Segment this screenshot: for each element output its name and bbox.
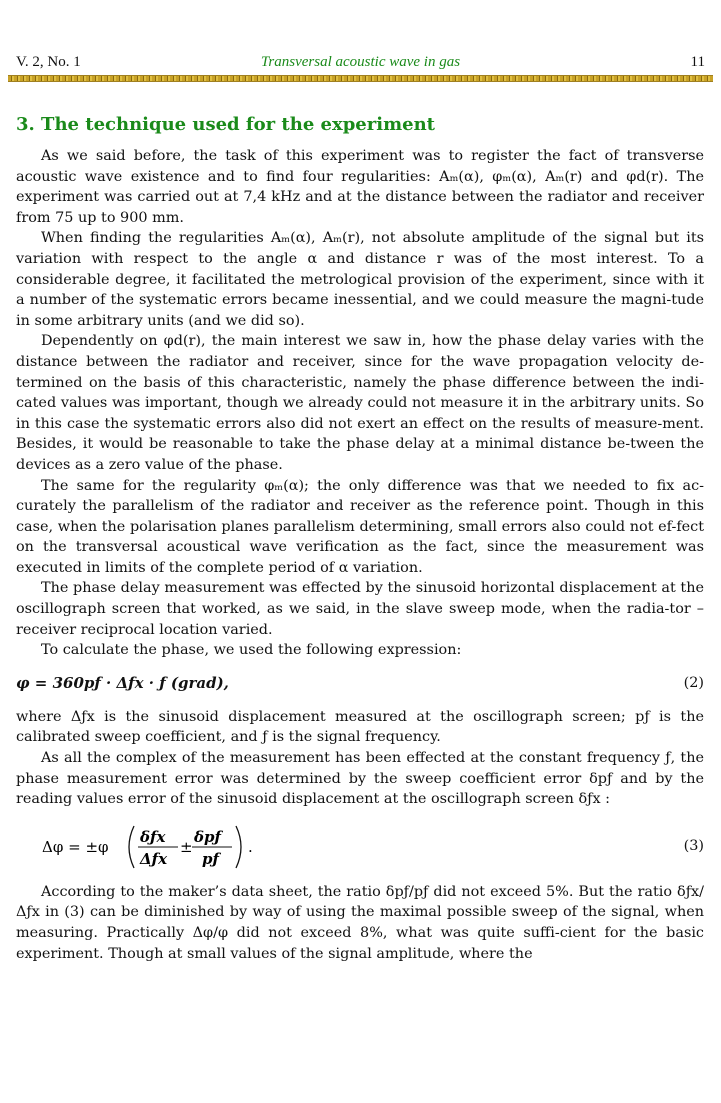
equation-3-plus-minus: ± (180, 837, 193, 856)
article-body (16, 146, 704, 964)
equation-2 (16, 667, 704, 701)
equation-3 (16, 816, 704, 878)
equation-2-number: (2) (683, 674, 704, 691)
journal-volume: V. 2, No. 1 (16, 54, 81, 70)
paragraph: As all the complex of the measurement has been effected at the constant frequency ƒ, the phase measurement error was determined by the sweep coefficient error δpƒ and by the reading values error of the sinusoid displacement at the oscillograph screen δƒx : (16, 750, 704, 808)
running-title: Transversal acoustic wave in gas (260, 54, 461, 70)
equation-3-dot: . (248, 837, 253, 856)
paragraph: Dependently on φd(r), the main interest we saw in, how the phase delay varies with the distance between the radiator and receiver, since for the wave propagation velocity de-termined on the basis of this characteristic, namely the phase difference between the indi-cated values was important, though we already could not measure it in the arbitrary units. So in this case the systematic errors also did not exert an effect on the results of measure-ment. Besides, it would be reasonable to take the phase delay at a minimal distance be-tween the devices as a zero value of the phase. (16, 333, 704, 473)
right-paren (236, 826, 241, 868)
header-rule (8, 75, 713, 82)
paragraph: According to the maker’s data sheet, the ratio δpƒ/pƒ did not exceed 5%. But the ratio δƒx/Δƒx in (3) can be diminished by way of using the maximal possible sweep of the signal, when measuring. Practically Δφ/φ did not exceed 8%, what was quite suffi-cient for the basic experiment. Though at small values of the signal amplitude, where the (16, 883, 704, 962)
equation-2-expression: φ = 360pƒ · Δƒx · ƒ (grad), (16, 673, 229, 692)
paragraph: As we said before, the task of this experiment was to register the fact of transverse acoustic wave existence and to find four regularities: Aₘ(α), φₘ(α), Aₘ(r) and φd(r). The experiment was carried out at 7,4 kHz and at the distance between the radiator and receiver from 75 up to 900 mm. (16, 148, 704, 226)
equation-3-frac1-numerator: δƒx (140, 827, 166, 846)
equation-3-lhs: Δφ = ±φ (42, 837, 109, 856)
paragraph: When finding the regularities Aₘ(α), Aₘ(r), not absolute amplitude of the signal but its variation with respect to the angle α and distance r was of the most interest. To a considerable degree, it facilitated the metrological provision of the experiment, since with it a number of the systematic errors became inessential, and we could measure the magni-tude in some arbitrary units (and we did so). (16, 230, 704, 329)
equation-3-frac2-numerator: δpƒ (194, 827, 221, 846)
left-paren (129, 826, 134, 868)
paragraph: The phase delay measurement was effected by the sinusoid horizontal displacement at the oscillograph screen that worked, as we said, in the slave sweep mode, when the radia-tor – receiver reciprocal location varied. (16, 580, 704, 638)
paragraph: To calculate the phase, we used the following expression: (41, 642, 462, 659)
section-title: 3. The technique used for the experiment (16, 114, 435, 135)
paragraph: where Δƒx is the sinusoid displacement measured at the oscillograph screen; pƒ is the calibrated sweep coefficient, and ƒ is the signal frequency. (16, 708, 704, 746)
equation-3-formula (16, 816, 316, 878)
equation-3-number: (3) (683, 837, 704, 854)
equation-3-frac2-denominator: pƒ (202, 849, 219, 868)
page-header (16, 54, 705, 74)
page-number: 11 (690, 54, 705, 70)
paragraph: The same for the regularity φₘ(α); the only difference was that we needed to fix ac-curately the parallelism of the radiator and receiver as the reference point. Though in this case, when the polarisation planes parallelism determining, small errors also could not ef-fect on the transversal acoustical wave verification as the fact, since the measurement was executed in limits of the complete period of α variation. (16, 477, 704, 576)
equation-3-frac1-denominator: Δƒx (140, 849, 168, 868)
